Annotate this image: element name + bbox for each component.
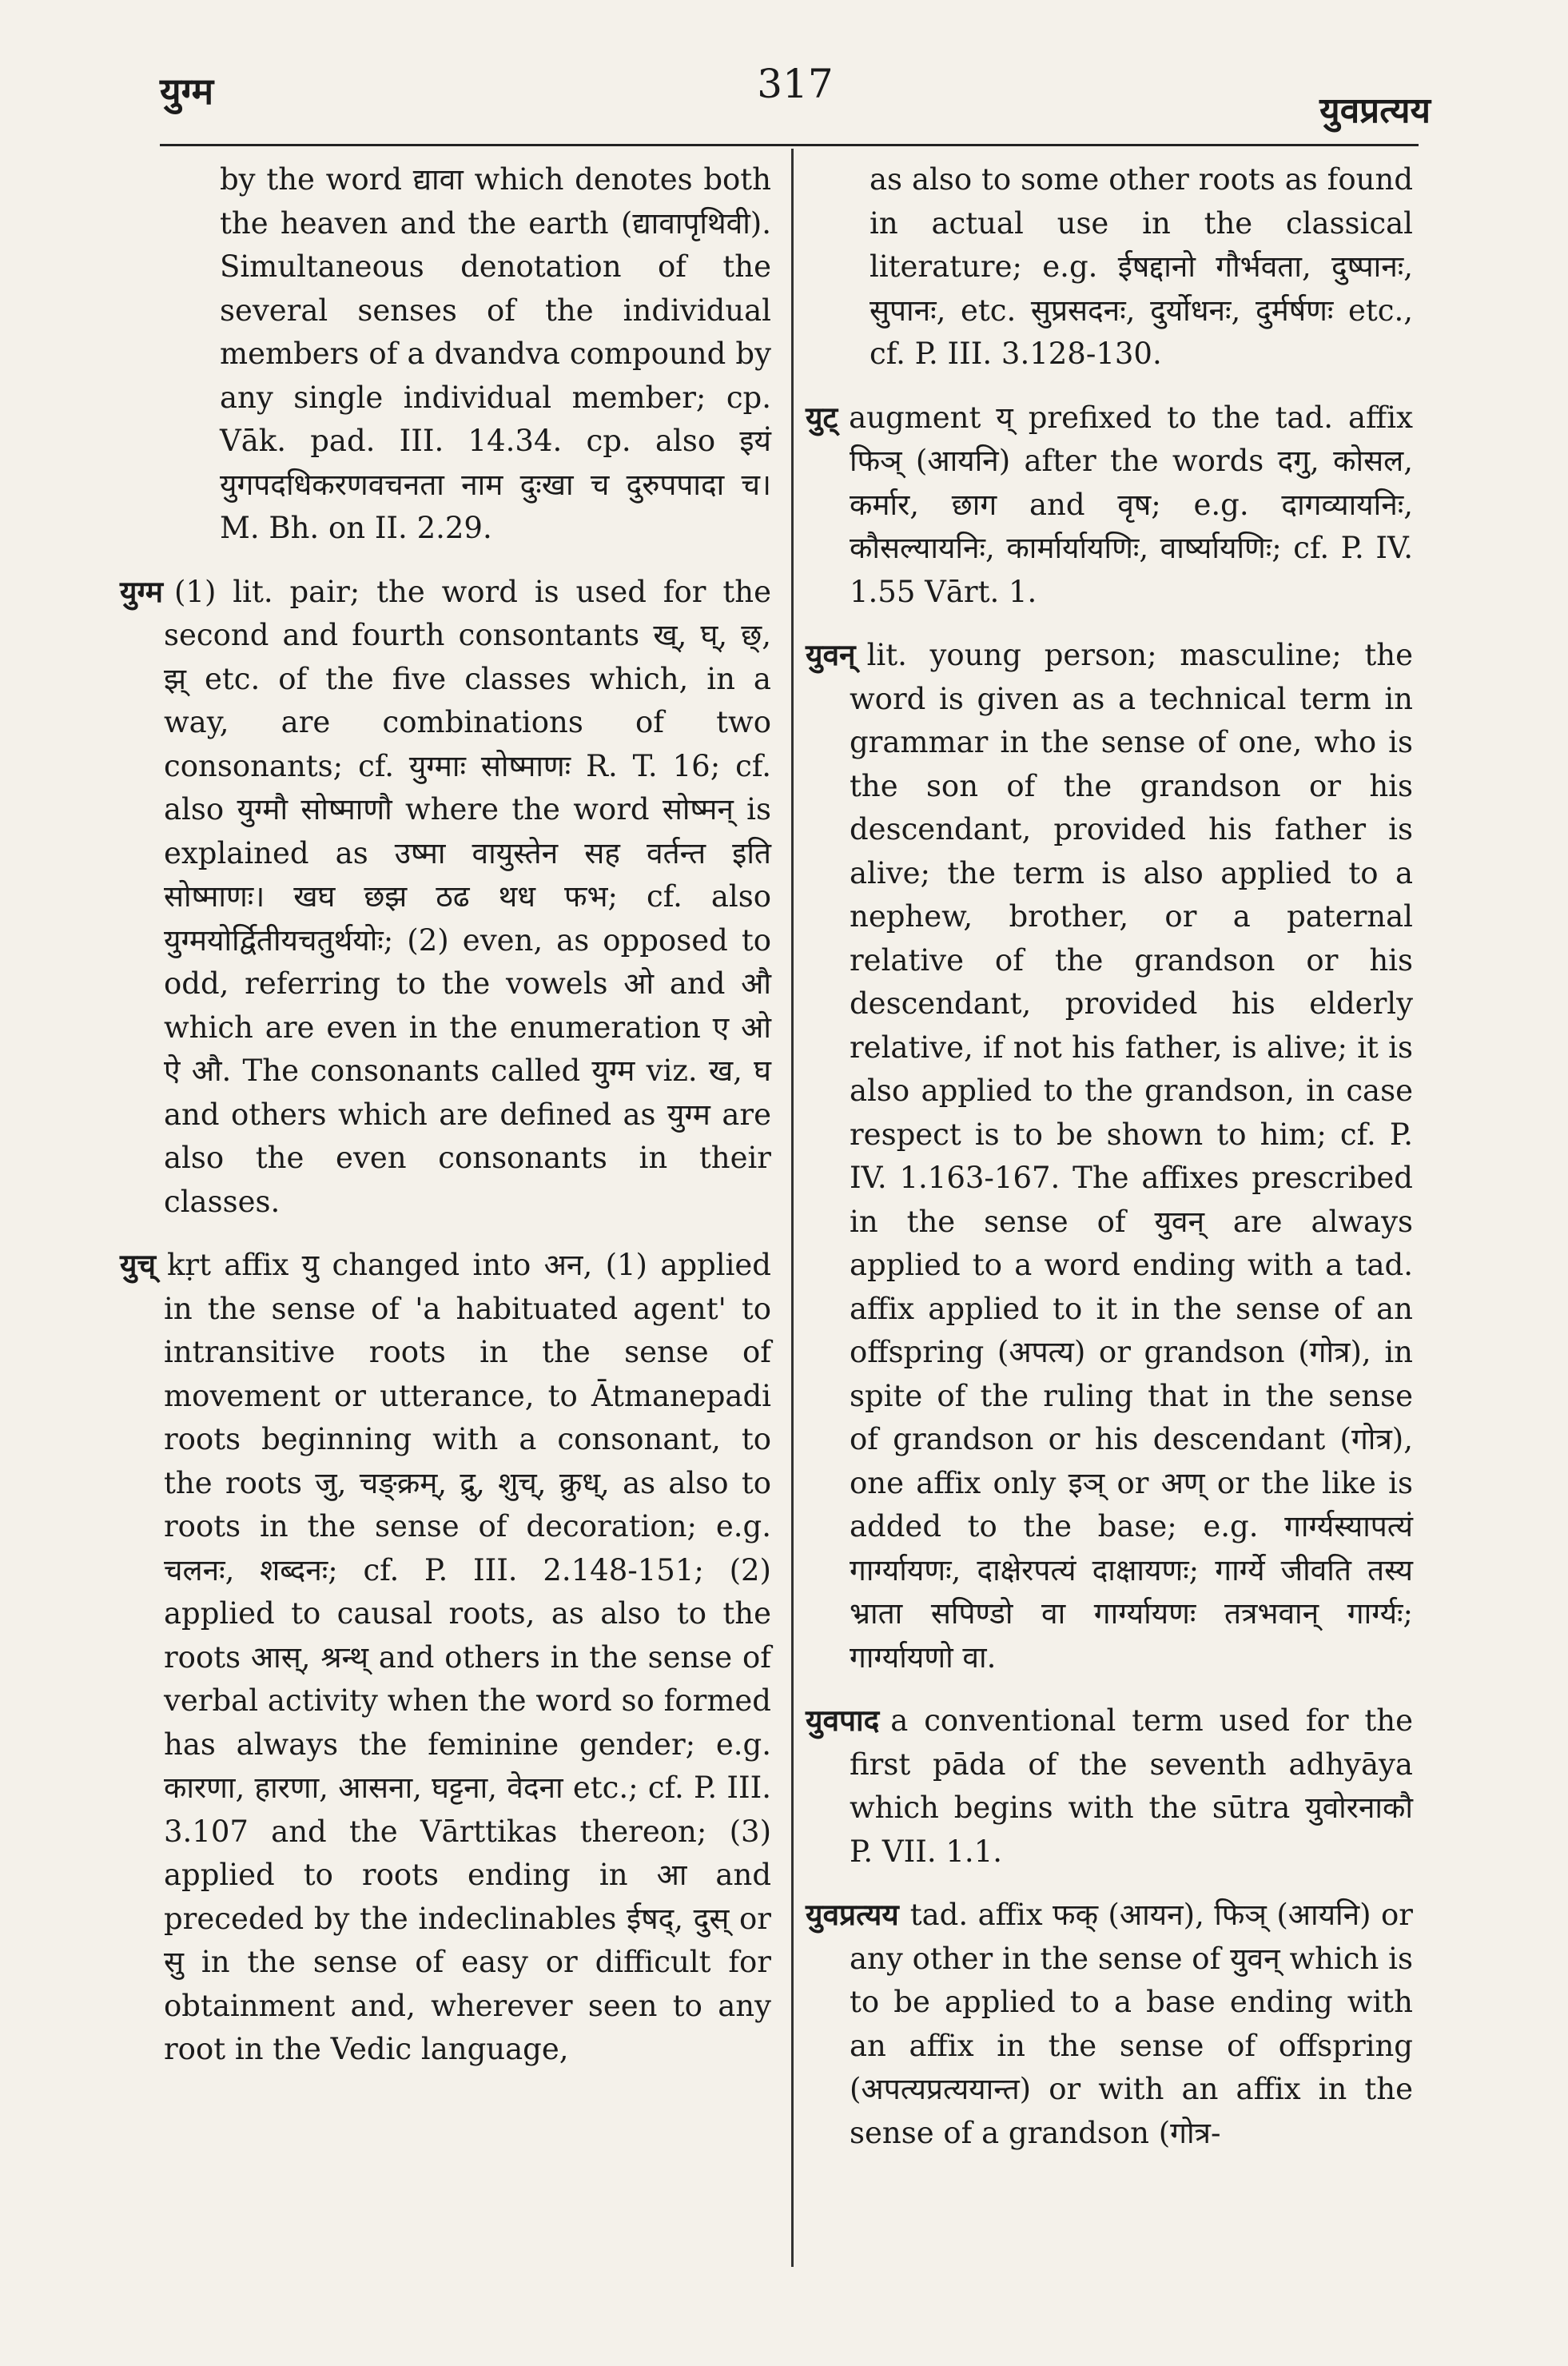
entry-yut-text: augment य् prefixed to the tad. affix फिञ् (आयनि) after the words दगु, कोसल, कर्मार, छाग and वृष; e.g. दागव्यायनिः, कौसल्यायनिः, कार्मार्यायणिः, वार्ष्यायणिः; cf. P. IV. 1.55 Vārt. 1. — [849, 400, 1413, 609]
headword-yuvapratyaya: युवप्रत्यय — [806, 1897, 899, 1932]
entry-yuc-text: kṛt affix यु changed into अन, (1) applied in the sense of 'a habituated agent' to intransitive roots in the sense of movement or utterance, to Ātmanepadi roots beginning with a consonant, to the roots जु, चङ्क्रम्, द्रु, शुच्, क्रुध्, as also to roots in the sense of decoration; e.g. चलनः, शब्दनः; cf. P. III. 2.148-151; (2) applied to causal roots, as also to the roots आस्, श्रन्थ् and others in the sense of verbal activity when the word so formed has always the feminine gender; e.g. कारणा, हारणा, आसना, घट्टना, वेदना etc.; cf. P. III. 3.107 and the Vārttikas thereon; (3) applied to roots ending in आ and preceded by the indeclinables ईषद्, दुस् or सु in the sense of easy or difficult for obtainment and, wherever seen to any root in the Vedic language, — [164, 1248, 771, 2066]
entry-continuation: by the word द्यावा which denotes both the heaven and the earth (द्यावापृथिवी). Simultaneous denotation of the several senses of the individual members of a dvandva compound by any single individual member; cp. Vāk. pad. III. 14.34. cp. also इयं युगपदधिकरणवचनता नाम दुःखा च दुरुपपादा च। M. Bh. on II. 2.29. — [220, 162, 771, 545]
entry-yuvan-text: lit. young person; masculine; the word is given as a technical term in grammar in the sense of one, who is the son of the grandson or his descendant, provided his father is alive; the term is also applied to a nephew, brother, or a paternal relative of the grandson or his descendant, provided his elderly relative, if not his father, is alive; it is also applied to the grandson, in case respect is to be shown to him; cf. P. IV. 1.163-167. The affixes prescribed in the sense of युवन् are always applied to a word ending with a tad. affix applied to it in the sense of an offspring (अपत्य) or grandson (गोत्र), in spite of the ruling that in the sense of grandson or his descendant (गोत्र), one affix only इञ् or अण् or the like is added to the base; e.g. गार्ग्यस्यापत्यं गार्ग्यायणः, दाक्षेरपत्यं दाक्षायणः; गार्ग्ये जीवति तस्य भ्राता सपिण्डो वा गार्ग्यायणः तत्रभवान् गार्ग्यः; गार्ग्यायणो वा. — [850, 638, 1413, 1675]
entry-yuvapada — [806, 1699, 1413, 1874]
entry-yuvapada-text: a conventional term used for the first pāda of the seventh adhyāya which begins with the sūtra युवोरनाकौ P. VII. 1.1. — [850, 1703, 1413, 1869]
header-right-word: युवप्रत्यय — [1319, 90, 1431, 131]
entry-yuc — [120, 1243, 771, 2072]
headword-yuvan: युवन् — [806, 637, 856, 672]
left-column — [120, 158, 771, 2072]
entry-yut — [806, 396, 1413, 615]
entry-yuvapratyaya — [806, 1893, 1413, 2155]
page-number: 317 — [757, 61, 834, 107]
headword-yuc: युच् — [120, 1247, 156, 1282]
entry-continuation-right: as also to some other roots as found in actual use in the classical literature; e.g. ईषद्दानो गौर्भवता, दुष्पानः, सुपानः, etc. सुप्रसदनः, दुर्योधनः, दुर्मर्षणः etc., cf. P. III. 3.128-130. — [870, 162, 1413, 371]
entry-yugma-text: (1) lit. pair; the word is used for the second and fourth consontants ख्, घ्, छ्, झ् etc. of the five classes which, in a way, are combinations of two consonants; cf. युग्माः सोष्माणः R. T. 16; cf. also युग्मौ सोष्माणौ where the word सोष्मन् is explained as उष्मा वायुस्तेन सह वर्तन्त इति सोष्माणः। खघ छझ ठढ थध फभ; cf. also युग्मयोर्द्वितीयचतुर्थयोः; (2) even, as opposed to odd, referring to the vowels ओ and औ which are even in the enumeration ए ओ ऐ औ. The consonants called युग्म viz. ख, घ and others which are defined as युग्म are also the even consonants in their classes. — [164, 574, 771, 1219]
entry-yugma — [120, 570, 771, 1225]
header-rule — [160, 144, 1419, 146]
entry-yuvapratyaya-text: tad. affix फक् (आयन), फिञ् (आयनि) or any other in the sense of युवन् which is to be applied to a base ending with an affix in the sense of offspring (अपत्यप्रत्ययान्त) or with an affix in the sense of a grandson (गोत्र- — [850, 1898, 1413, 2150]
entry-yuvan — [806, 633, 1413, 1679]
column-divider — [791, 149, 794, 2267]
headword-yuvapada: युवपाद — [806, 1703, 880, 1738]
headword-yugma: युग्म — [120, 573, 163, 609]
header-left-word: युग्म — [160, 70, 214, 113]
page-header — [160, 50, 1431, 131]
headword-yut: युट् — [806, 399, 838, 435]
right-column — [806, 158, 1413, 2155]
